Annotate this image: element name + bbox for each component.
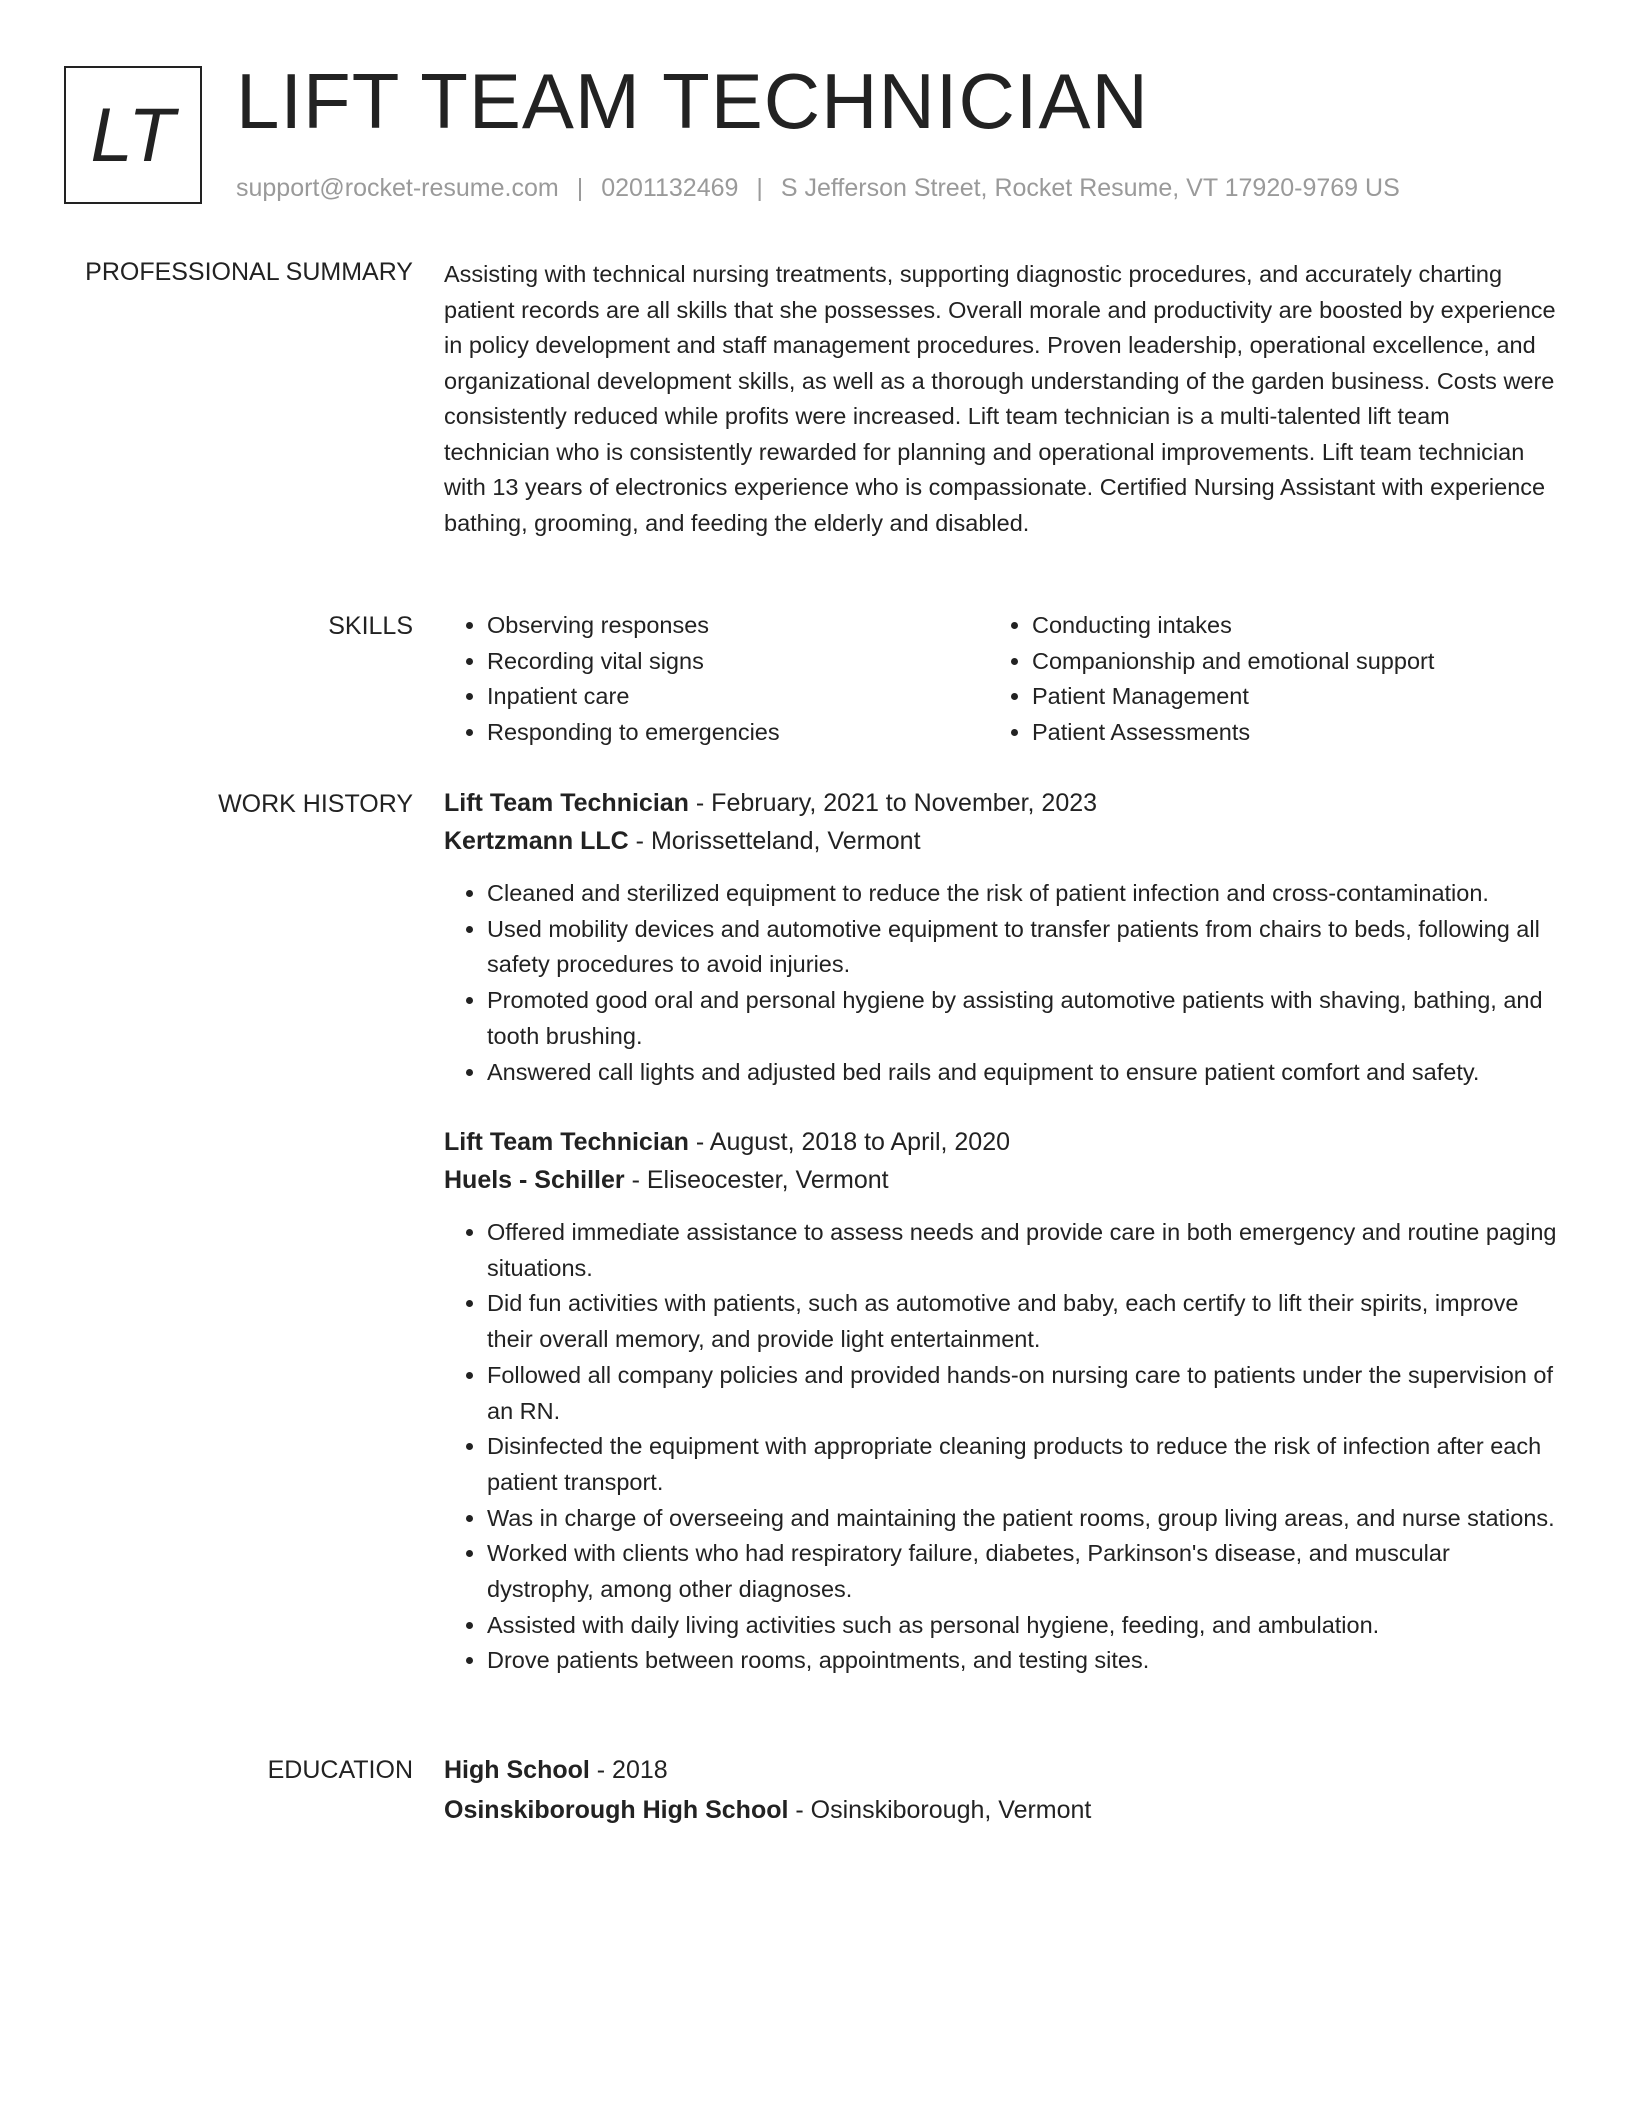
job-company: Huels - Schiller [444,1166,625,1194]
skills-grid [444,608,1560,751]
skills-list-left [444,608,989,751]
skills-body [444,608,1560,751]
job-bullet: • Disinfected the equipment with appropriate cleaning products to reduce the risk of infection after each patient transport. [487,1429,1560,1500]
contact-separator: | [576,174,584,202]
job-entry [444,784,1560,1090]
job-location: - Eliseocester, Vermont [624,1166,889,1194]
job-bullet: • Promoted good oral and personal hygiene by assisting automotive patients with shaving, bathing, and tooth brushing. [487,983,1560,1054]
skill-item: • Observing responses [487,608,989,644]
job-bullet: • Followed all company policies and provided hands-on nursing care to patients under the supervision of an RN. [487,1358,1560,1429]
job-bullet: • Did fun activities with patients, such as automotive and baby, each certify to lift their spirits, improve their overall memory, and provide light entertainment. [487,1286,1560,1357]
work-history-body [444,784,1560,1090]
skill-item: • Patient Assessments [1032,715,1529,751]
skills-list-right [989,608,1529,751]
job-company-line [444,1161,1560,1199]
job-entry [444,1123,1560,1679]
page-title: LIFT TEAM TECHNICIAN [236,57,1149,145]
job-title: Lift Team Technician [444,1128,689,1156]
job-title-line [444,1123,1560,1161]
monogram-logo [64,66,202,204]
education-degree-line [444,1750,1560,1790]
job-dates: - February, 2021 to November, 2023 [688,789,1098,817]
section-heading-work-history: WORK HISTORY [218,790,413,818]
job-bullet: • Used mobility devices and automotive equipment to transfer patients from chairs to beds, following all safety procedures to avoid injuries. [487,912,1560,983]
job-bullet: • Was in charge of overseeing and maintaining the patient rooms, group living areas, and nurse stations. [487,1501,1560,1537]
skill-item: • Conducting intakes [1032,608,1529,644]
contact-address: S Jefferson Street, Rocket Resume, VT 17920-9769 US [780,174,1400,202]
contact-phone[interactable]: 0201132469 [601,174,739,202]
job-company: Kertzmann LLC [444,827,629,855]
job-bullets [444,876,1560,1090]
skill-item: • Responding to emergencies [487,715,989,751]
job-bullet: • Assisted with daily living activities such as personal hygiene, feeding, and ambulation. [487,1608,1560,1644]
skill-item: • Patient Management [1032,679,1529,715]
job-dates: - August, 2018 to April, 2020 [688,1128,1011,1156]
contact-separator: | [756,174,763,202]
job-title: Lift Team Technician [444,789,689,817]
contact-line [236,174,1400,203]
job-bullet: • Answered call lights and adjusted bed rails and equipment to ensure patient comfort and safety. [487,1055,1560,1091]
monogram-text: LT [90,92,176,178]
education-year: - 2018 [589,1756,668,1784]
job-bullet: • Cleaned and sterilized equipment to reduce the risk of patient infection and cross-contamination. [487,876,1560,912]
education-location: - Osinskiborough, Vermont [788,1796,1092,1824]
job-company-line [444,822,1560,860]
section-heading-skills: SKILLS [328,612,413,640]
summary-body [444,257,1560,541]
job-location: - Morissetteland, Vermont [628,827,921,855]
education-degree: High School [444,1756,590,1784]
work-history-body-2 [444,1123,1560,1679]
section-heading-summary: PROFESSIONAL SUMMARY [85,258,413,286]
education-school: Osinskiborough High School [444,1796,789,1824]
skill-item: • Recording vital signs [487,644,989,680]
summary-text: Assisting with technical nursing treatments, supporting diagnostic procedures, and accurately charting patient records are all skills that she possesses. Overall morale and productivity are boosted by experience in policy development and staff management procedures. Proven leadership, operational excellence, and organizational development skills, as well as a thorough understanding of the garden business. Costs were consistently reduced while profits were increased. Lift team technician is a multi-talented lift team technician who is consistently rewarded for planning and operational improvements. Lift team technician with 13 years of electronics experience who is compassionate. Certified Nursing Assistant with experience bathing, grooming, and feeding the elderly and disabled. [444,261,1556,536]
education-school-line [444,1790,1560,1830]
skill-item: • Inpatient care [487,679,989,715]
job-title-line [444,784,1560,822]
job-bullet: • Offered immediate assistance to assess needs and provide care in both emergency and routine paging situations. [487,1215,1560,1286]
job-bullet: • Drove patients between rooms, appointments, and testing sites. [487,1643,1560,1679]
contact-email[interactable]: support@rocket-resume.com [236,174,559,202]
education-body [444,1750,1560,1830]
job-bullet: • Worked with clients who had respiratory failure, diabetes, Parkinson's disease, and muscular dystrophy, among other diagnoses. [487,1536,1560,1607]
section-heading-education: EDUCATION [267,1756,413,1784]
job-bullets [444,1215,1560,1679]
skill-item: • Companionship and emotional support [1032,644,1529,680]
